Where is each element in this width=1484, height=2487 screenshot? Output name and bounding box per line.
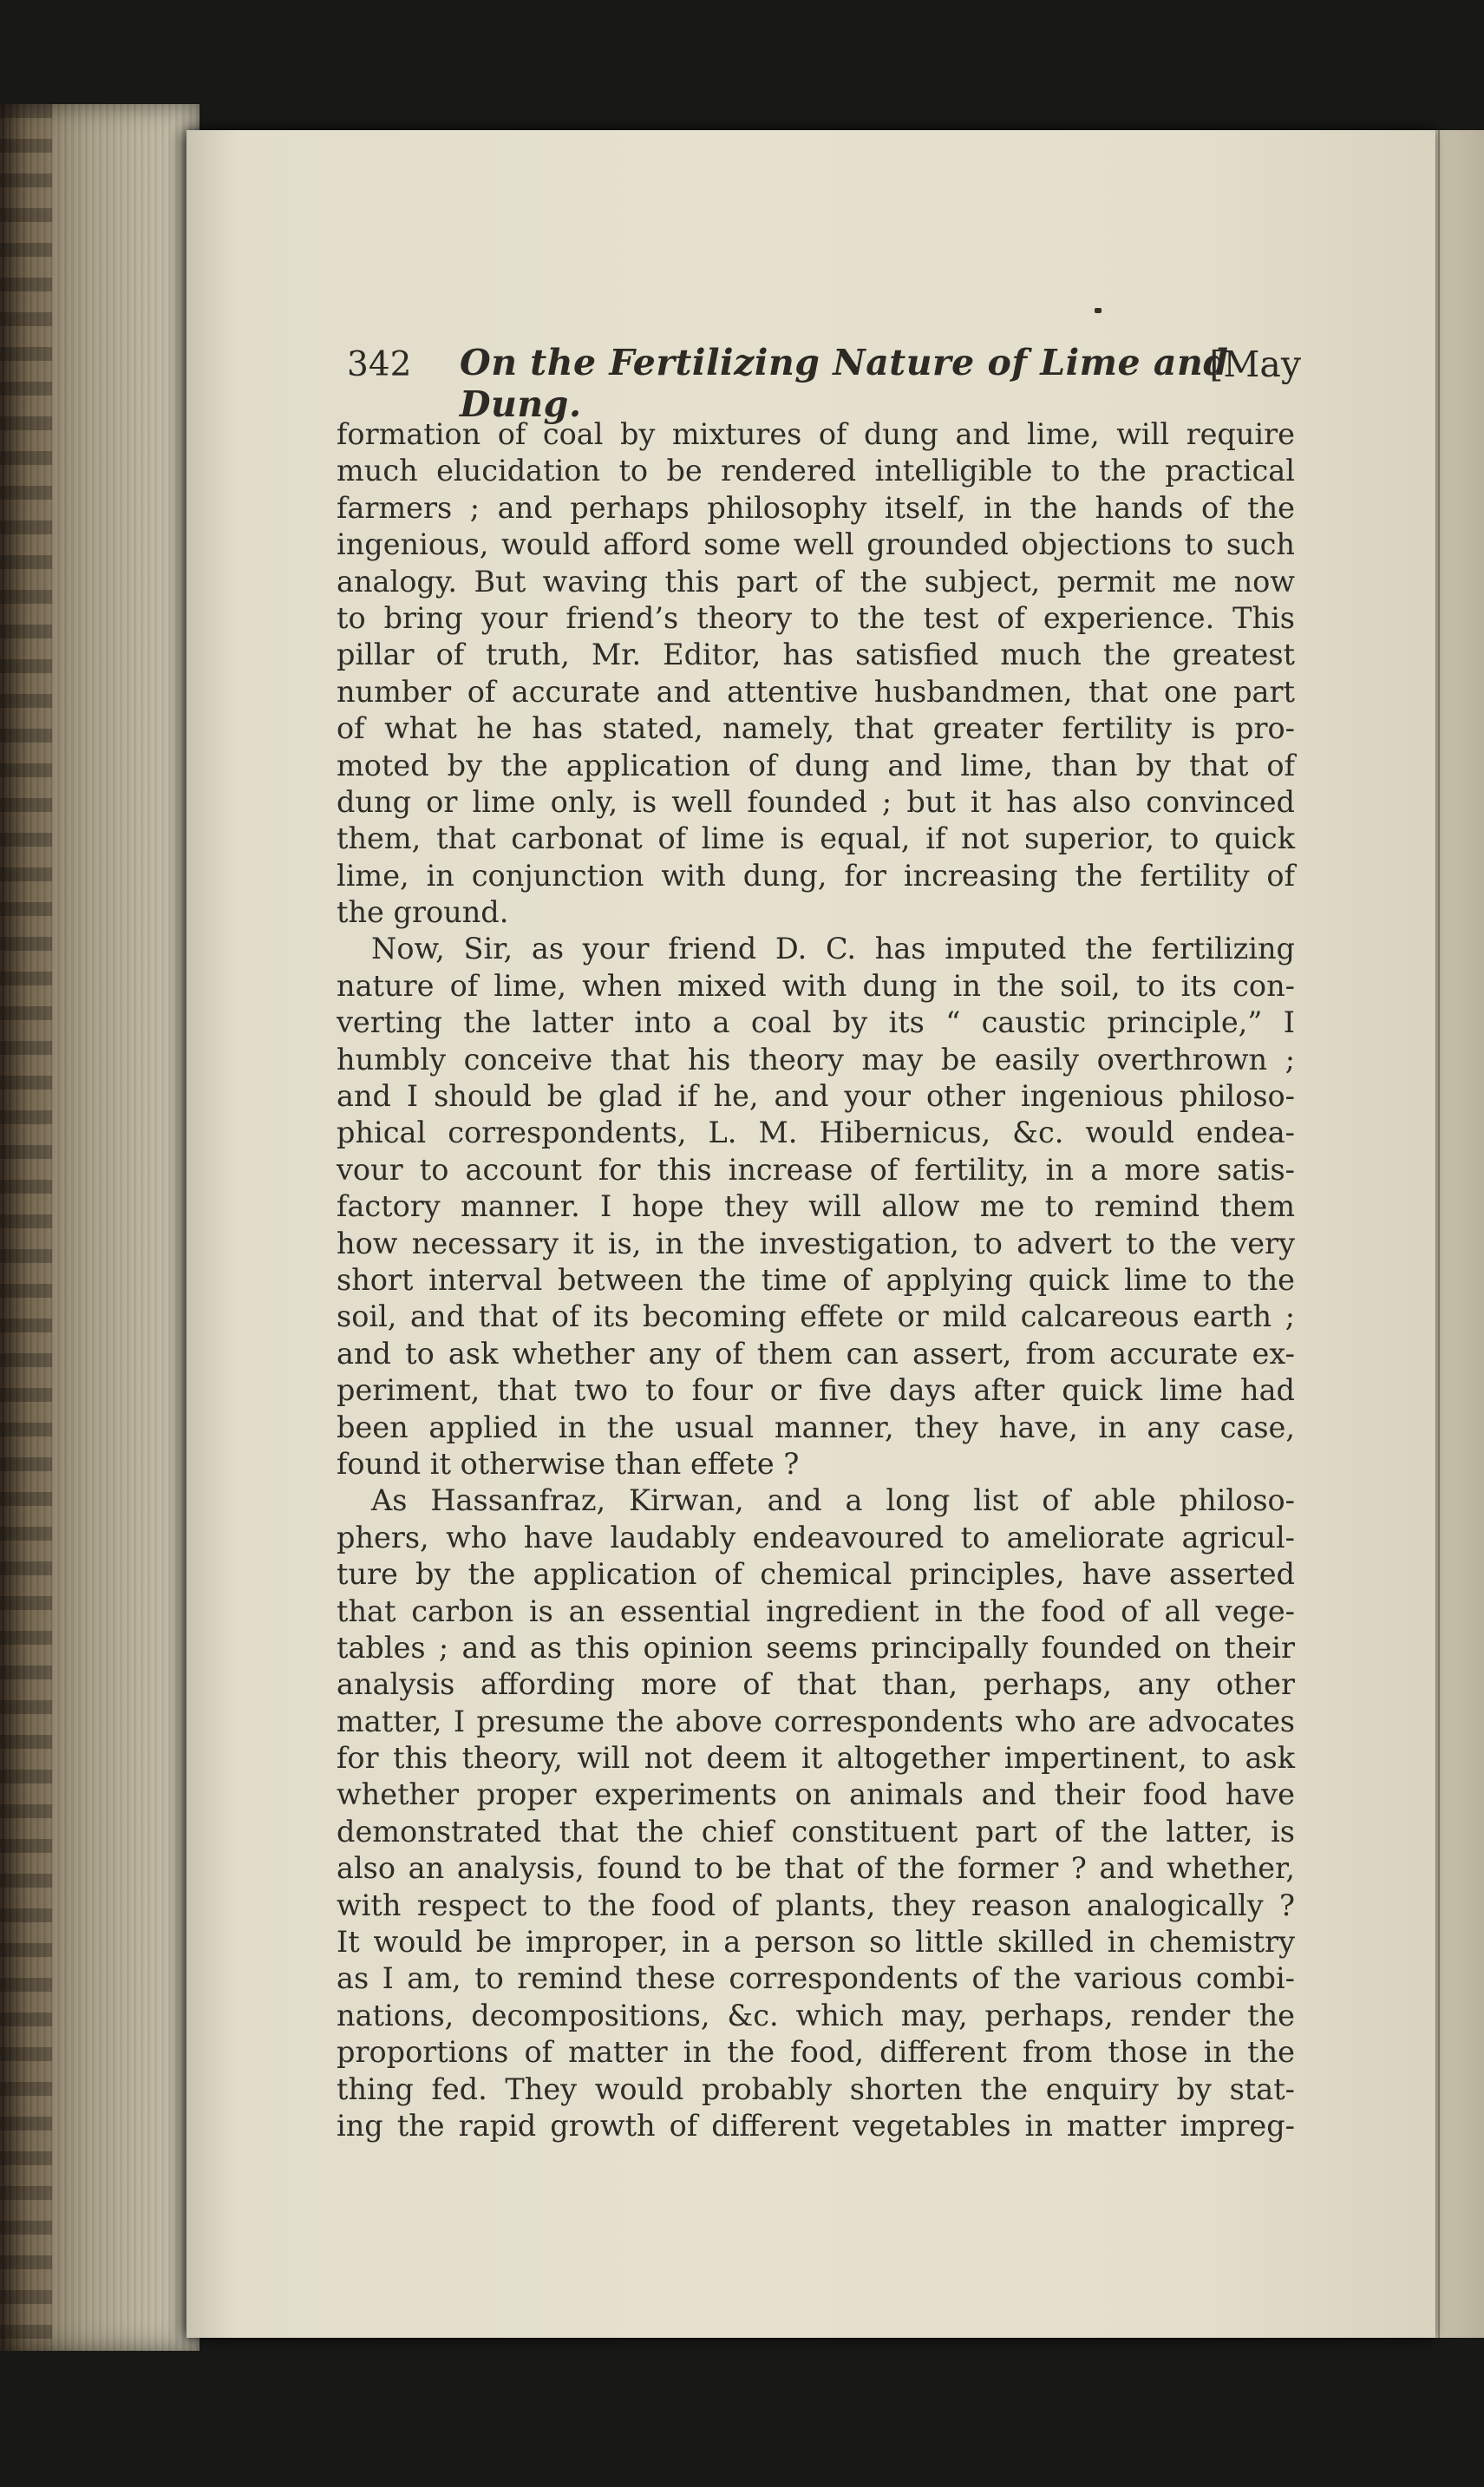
text-line: with respect to the food of plants, they reason analogically ?: [337, 1888, 1295, 1922]
text-line: moted by the application of dung and lime, than by that of: [337, 748, 1295, 782]
running-title: On the Fertilizing Nature of Lime and Dung.: [460, 342, 1229, 425]
text-line: humbly conceive that his theory may be easily overthrown ;: [337, 1042, 1295, 1077]
facing-page-edge: [1431, 130, 1484, 2338]
text-line: been applied in the usual manner, they have, in any case,: [337, 1410, 1295, 1444]
text-line: analogy. But waving this part of the subject, permit me now: [337, 564, 1295, 599]
paragraph-end-line: the ground.: [337, 895, 509, 930]
text-line: for this theory, will not deem it altogether impertinent, to ask: [337, 1741, 1295, 1776]
text-line: proportions of matter in the food, different from those in the: [337, 2035, 1295, 2070]
text-line: soil, and that of its becoming effete or mild calcareous earth ;: [337, 1299, 1295, 1334]
text-line: pillar of truth, Mr. Editor, has satisfied much the greatest: [337, 638, 1295, 672]
article-body: [337, 416, 1295, 2144]
text-line: phical correspondents, L. M. Hibernicus, &c. would endea-: [337, 1116, 1295, 1150]
text-line: verting the latter into a coal by its “ caustic principle,” I: [337, 1005, 1295, 1040]
text-line: much elucidation to be rendered intelligible to the practical: [337, 454, 1295, 488]
text-line: ing the rapid growth of different vegetables in matter impreg-: [337, 2108, 1295, 2143]
text-line: dung or lime only, is well founded ; but it has also convinced: [337, 784, 1295, 819]
text-line: to bring your friend’s theory to the test of experience. This: [337, 600, 1295, 635]
text-line: number of accurate and attentive husbandmen, that one part: [337, 674, 1295, 709]
text-line: ture by the application of chemical principles, have asserted: [337, 1557, 1295, 1592]
running-header: [347, 340, 1301, 425]
text-line: ingenious, would afford some well grounded objections to such: [337, 527, 1295, 562]
text-line: how necessary it is, in the investigation, to advert to the very: [337, 1226, 1295, 1260]
page-number: 342: [347, 345, 412, 384]
text-line: thing fed. They would probably shorten the enquiry by stat-: [337, 2071, 1295, 2106]
text-line: nations, decompositions, &c. which may, perhaps, render the: [337, 1998, 1295, 2032]
text-line: as I am, to remind these correspondents of the various combi-: [337, 1961, 1295, 1996]
paragraph-start-line: As Hassanfraz, Kirwan, and a long list of able philoso-: [371, 1483, 1295, 1518]
ink-speck: [1095, 308, 1102, 313]
text-line: whether proper experiments on animals and their food have: [337, 1777, 1295, 1812]
running-month: [May: [1209, 344, 1301, 385]
text-line: also an analysis, found to be that of the former ? and whether,: [337, 1851, 1295, 1886]
text-line: and to ask whether any of them can assert, from accurate ex-: [337, 1336, 1295, 1371]
text-line: vour to account for this increase of fertility, in a more satis-: [337, 1152, 1295, 1187]
book-fore-edge: [0, 104, 199, 2351]
text-line: demonstrated that the chief constituent part of the latter, is: [337, 1814, 1295, 1849]
paragraph-start-line: Now, Sir, as your friend D. C. has imputed the fertilizing: [371, 932, 1295, 966]
text-line: periment, that two to four or five days after quick lime had: [337, 1373, 1295, 1408]
text-line: analysis affording more of that than, perhaps, any other: [337, 1667, 1295, 1702]
text-line: them, that carbonat of lime is equal, if not superior, to quick: [337, 821, 1295, 856]
text-line: short interval between the time of applying quick lime to the: [337, 1262, 1295, 1297]
text-line: lime, in conjunction with dung, for increasing the fertility of: [337, 858, 1295, 893]
text-line: tables ; and as this opinion seems principally founded on their: [337, 1630, 1295, 1665]
text-line: matter, I presume the above correspondents who are advocates: [337, 1704, 1295, 1738]
text-line: factory manner. I hope they will allow me to remind them: [337, 1189, 1295, 1224]
text-line: that carbon is an essential ingredient in the food of all vege-: [337, 1594, 1295, 1628]
text-line: phers, who have laudably endeavoured to ameliorate agricul-: [337, 1520, 1295, 1554]
paragraph-end-line: found it otherwise than effete ?: [337, 1446, 800, 1481]
text-line: formation of coal by mixtures of dung and lime, will require: [337, 417, 1295, 451]
text-line: farmers ; and perhaps philosophy itself, in the hands of the: [337, 490, 1295, 525]
text-line: and I should be glad if he, and your other ingenious philoso-: [337, 1079, 1295, 1114]
text-line: of what he has stated, namely, that greater fertility is pro-: [337, 711, 1295, 746]
text-line: It would be improper, in a person so little skilled in chemistry: [337, 1925, 1295, 1960]
text-line: nature of lime, when mixed with dung in the soil, to its con-: [337, 968, 1295, 1003]
